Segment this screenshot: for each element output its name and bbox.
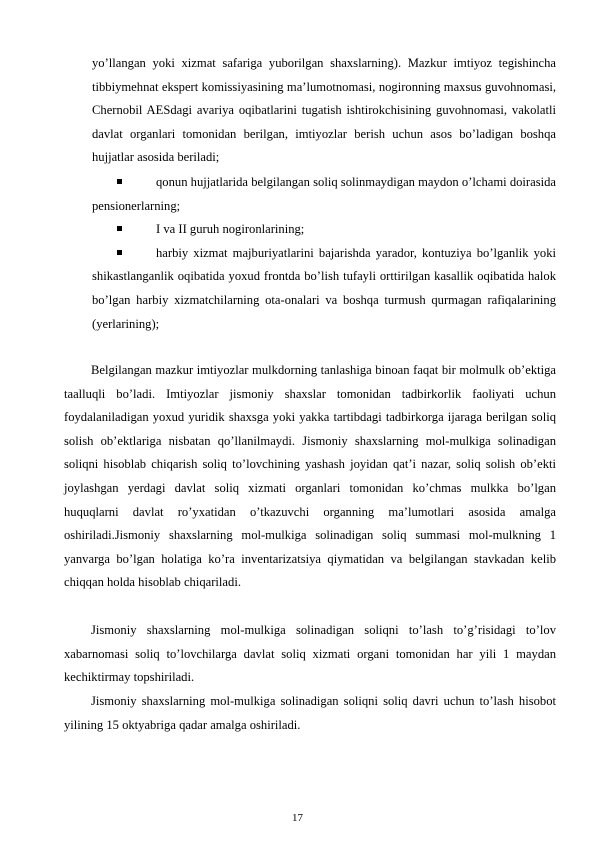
- body-paragraph: Jismoniy shaxslarning mol-mulkiga solinadigan soliqni to’lash to’g’risidagi to’lov xabarnomasi soliq to’lovchilarga davlat soliq xizmati organi tomonidan har yili 1 maydan kechiktirmay topshiriladi.: [64, 623, 556, 685]
- bullet-list: [92, 171, 556, 336]
- list-item: [92, 218, 556, 242]
- list-item-text: qonun hujjatlarida belgilangan soliq solinmaydigan maydon o’lchami doirasida pensionerlarning;: [92, 175, 556, 213]
- body-paragraph: Jismoniy shaxslarning mol-mulkiga solinadigan soliqni soliq davri uchun to’lash hisobot yilining 15 oktyabriga qadar amalga oshiriladi.: [64, 694, 556, 732]
- square-bullet-icon: [117, 250, 122, 255]
- square-bullet-icon: [117, 179, 122, 184]
- list-item-text: harbiy xizmat majburiyatlarini bajarishda yarador, kontuziya bo’lganlik yoki shikastlanganlik oqibatida yoxud frontda bo’lish tufayli orttirilgan kasallik oqibatida halok bo’lgan harbiy xizmatchilarning ota-onalari va boshqa turmush qurmagan rafiqalarining (yerlarining);: [92, 245, 556, 331]
- list-item: [92, 242, 556, 336]
- list-item: [92, 171, 556, 218]
- list-item-text: I va II guruh nogironlarining;: [156, 222, 305, 237]
- body-paragraph: Belgilangan mazkur imtiyozlar mulkdorning tanlashiga binoan faqat bir molmulk ob’ektiga taalluqli bo’ladi. Imtiyozlar jismoniy shaxslar tomonidan tadbirkorlik faoliyati uchun foydalaniladigan yoxud yuridik shaxsga yoki yakka tartibdagi tadbirkorga ijaraga berilgan soliq solish ob’ektlariga nisbatan qo’llanilmaydi. Jismoniy shaxslarning mol-mulkiga solinadigan soliqni hisoblab chiqarish soliq to’lovchining yashash joyidan qat’i nazar, soliq solish ob’ekti joylashgan yerdagi davlat soliq xizmati organlari tomonidan ko’chmas mulkka bo’lgan huquqlarni davlat ro’yxatidan o’tkazuvchi organning ma’lumotlari asosida amalga oshiriladi.Jismoniy shaxslarning mol-mulkiga solinadigan soliq summasi mol-mulkning 1 yanvarga bo’lgan holatiga ko’ra inventarizatsiya qiymatidan va belgilangan stavkadan kelib chiqqan holda hisoblab chiqariladi.: [64, 363, 556, 590]
- intro-paragraph: yo’llangan yoki xizmat safariga yuborilgan shaxslarning). Mazkur imtiyoz tegishincha tibbiymehnat ekspert komissiyasining ma’lumotnomasi, nogironning maxsus guvohnomasi, Chernobil AESdagi avariya oqibatlarini tugatish ishtirokchisining guvohnomasi, vakolatli davlat organlari tomonidan berilgan, imtiyozlar berish uchun asos bo’ladigan boshqa hujjatlar asosida beriladi;: [92, 56, 556, 165]
- page-number: 17: [292, 812, 303, 824]
- square-bullet-icon: [117, 226, 122, 231]
